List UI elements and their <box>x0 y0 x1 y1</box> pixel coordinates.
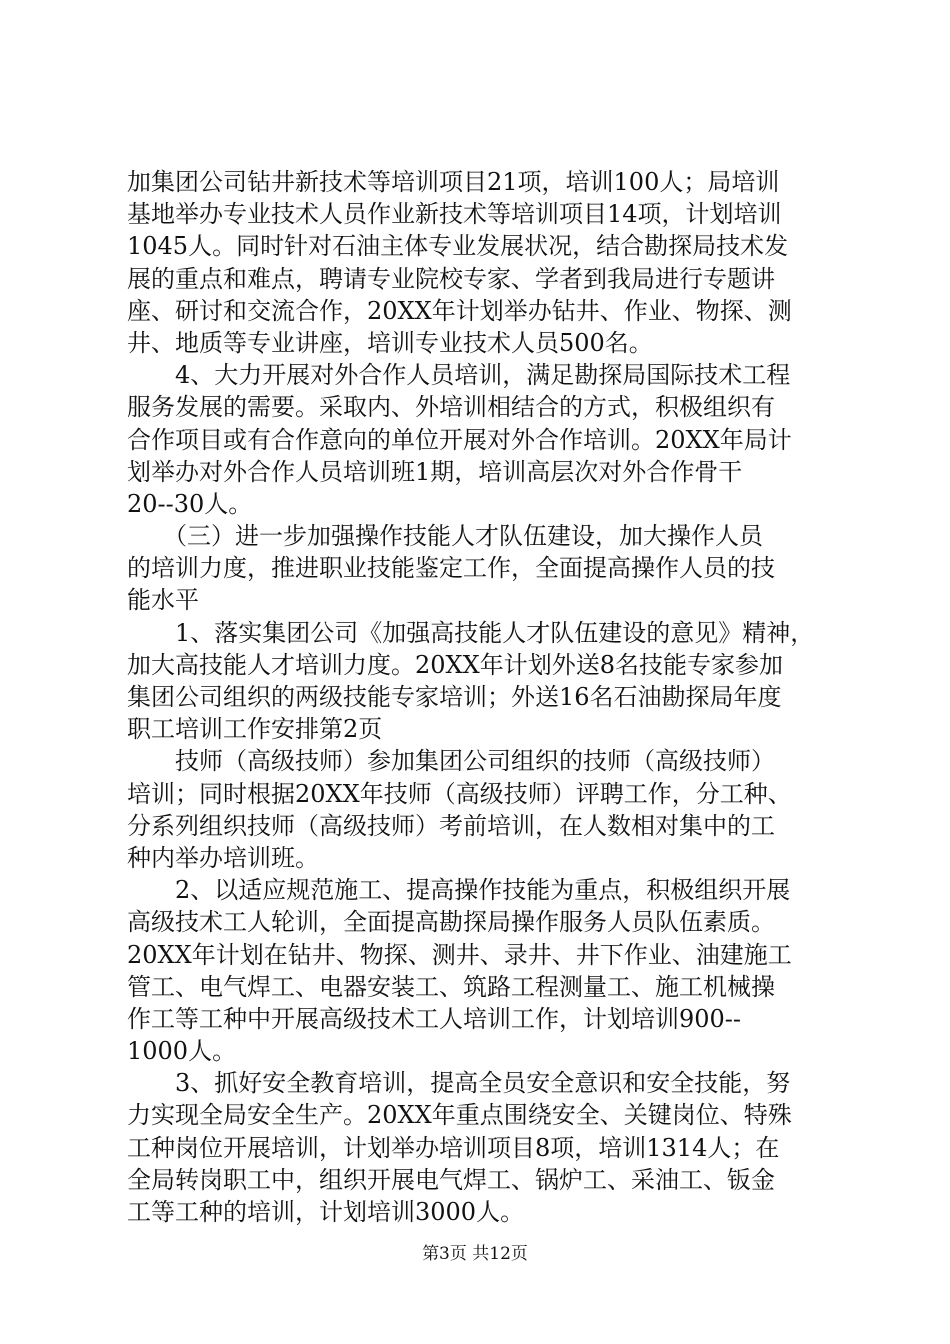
text-line: 职工培训工作安排第2页 <box>127 715 383 744</box>
document-body <box>127 166 837 1228</box>
text-line: 井、地质等专业讲座，培训专业技术人员500名。 <box>127 328 653 357</box>
text-line: 基地举办专业技术人员作业新技术等培训项目14项，计划培训 <box>127 200 782 229</box>
text-line: 20--30人。 <box>127 489 253 518</box>
page-number-footer: 第3页 共12页 <box>422 1244 528 1264</box>
text-line: 1、落实集团公司《加强高技能人才队伍建设的意见》精神， <box>127 618 815 647</box>
text-line: 管工、电气焊工、电器安装工、筑路工程测量工、施工机械操 <box>127 972 775 1001</box>
text-line: 展的重点和难点，聘请专业院校专家、学者到我局进行专题讲 <box>127 264 775 293</box>
text-line: 分系列组织技师（高级技师）考前培训，在人数相对集中的工 <box>127 811 775 840</box>
section-heading-line: （三）进一步加强操作技能人才队伍建设，加大操作人员 <box>127 522 763 551</box>
text-line: 技师（高级技师）参加集团公司组织的技师（高级技师） <box>127 747 775 776</box>
text-line: 种内举办培训班。 <box>127 843 319 872</box>
text-line: 全局转岗职工中，组织开展电气焊工、锅炉工、采油工、钣金 <box>127 1165 775 1194</box>
text-line: 工等工种的培训，计划培训3000人。 <box>127 1198 525 1226</box>
text-line: 作工等工种中开展高级技术工人培训工作，计划培训900-- <box>127 1004 742 1033</box>
text-line: 20XX年计划在钻井、物探、测井、录井、井下作业、油建施工 <box>127 940 792 969</box>
text-line: 1000人。 <box>127 1037 237 1066</box>
text-line: 加大高技能人才培训力度。20XX年计划外送8名技能专家参加 <box>127 650 783 679</box>
text-line: 加集团公司钻井新技术等培训项目21项，培训100人；局培训 <box>127 168 780 196</box>
text-line: 培训；同时根据20XX年技师（高级技师）评聘工作，分工种、 <box>127 779 792 808</box>
text-line: 4、大力开展对外合作人员培训，满足勘探局国际技术工程 <box>127 361 791 390</box>
section-heading-line: 能水平 <box>127 586 199 615</box>
text-line: 2、以适应规范施工、提高操作技能为重点，积极组织开展 <box>127 876 791 905</box>
text-line: 高级技术工人轮训，全面提高勘探局操作服务人员队伍素质。 <box>127 908 775 937</box>
section-heading-line: 的培训力度，推进职业技能鉴定工作，全面提高操作人员的技 <box>127 554 775 583</box>
text-line: 划举办对外合作人员培训班1期，培训高层次对外合作骨干 <box>127 457 743 486</box>
text-line: 集团公司组织的两级技能专家培训；外送16名石油勘探局年度 <box>127 683 782 711</box>
text-line: 合作项目或有合作意向的单位开展对外合作培训。20XX年局计 <box>127 425 792 454</box>
text-line: 座、研讨和交流合作，20XX年计划举办钻井、作业、物探、测 <box>127 296 792 325</box>
text-line: 3、抓好安全教育培训，提高全员安全意识和安全技能，努 <box>127 1069 791 1098</box>
text-line: 1045人。同时针对石油主体专业发展状况，结合勘探局技术发 <box>127 232 789 261</box>
text-line: 工种岗位开展培训，计划举办培训项目8项，培训1314人；在 <box>127 1133 780 1162</box>
text-line: 服务发展的需要。采取内、外培训相结合的方式，积极组织有 <box>127 393 775 422</box>
text-line: 力实现全局安全生产。20XX年重点围绕安全、关键岗位、特殊 <box>127 1101 792 1130</box>
